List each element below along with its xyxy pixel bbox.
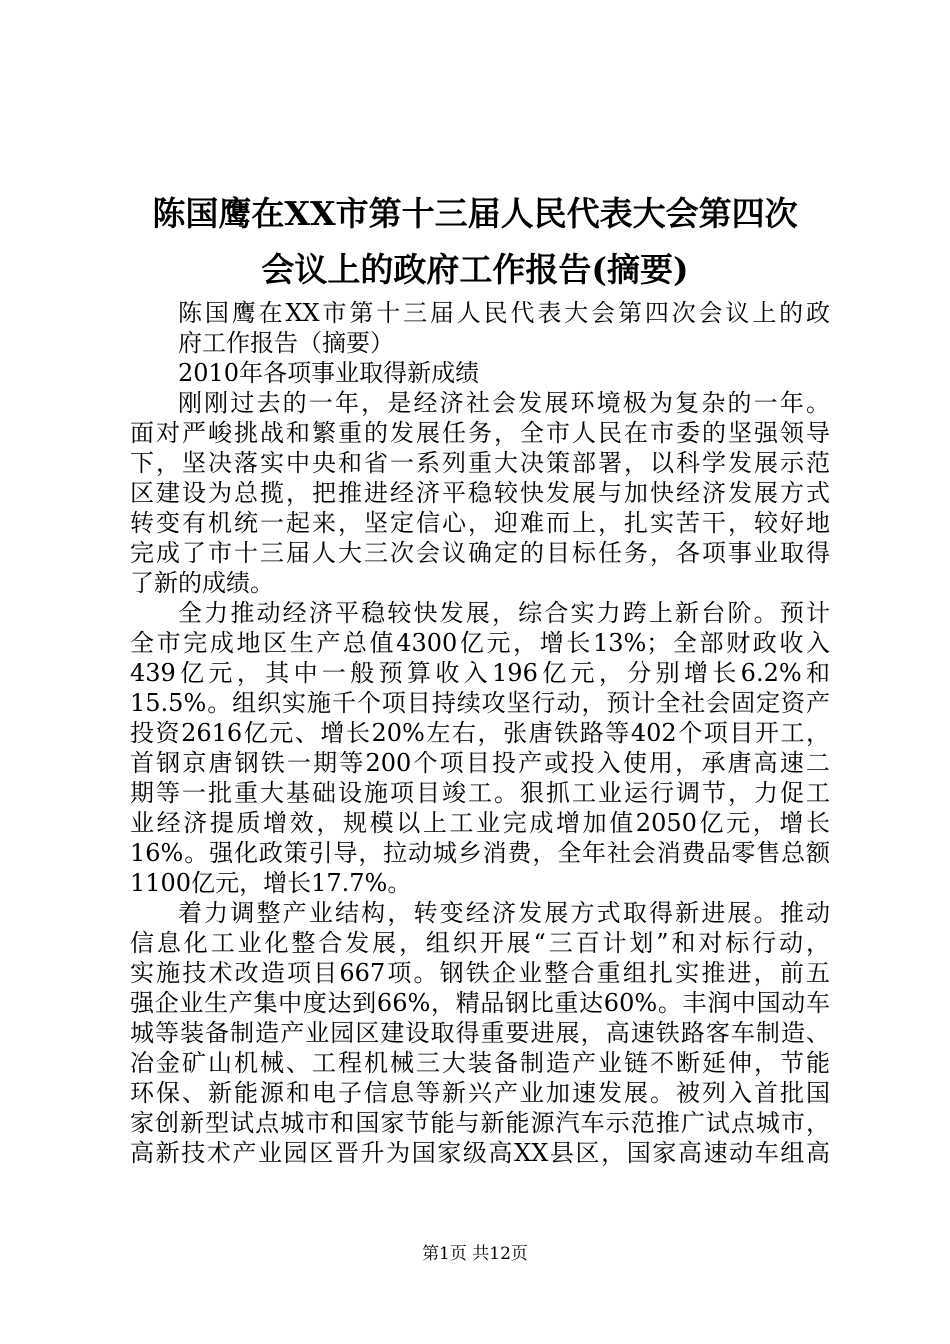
body-line: 高新技术产业园区晋升为国家级高XX县区，国家高速动车组高	[130, 1139, 830, 1167]
body-line: 刚刚过去的一年，是经济社会发展环境极为复杂的一年。	[178, 389, 830, 417]
body-line: 着力调整产业结构，转变经济发展方式取得新进展。推动	[178, 899, 830, 927]
body-line: 家创新型试点城市和国家节能与新能源汽车示范推广试点城市，	[130, 1109, 830, 1137]
body-line: 陈国鹰在XX市第十三届人民代表大会第四次会议上的政	[178, 299, 830, 327]
body-line: 下，坚决落实中央和省一系列重大决策部署，以科学发展示范	[130, 449, 830, 477]
body-line: 府工作报告（摘要）	[178, 329, 394, 357]
body-line: 15.5%。组织实施千个项目持续攻坚行动，预计全社会固定资产	[130, 689, 830, 717]
body-line: 1100亿元，增长17.7%。	[130, 869, 412, 897]
page-footer	[0, 1242, 950, 1266]
body-line: 投资2616亿元、增长20%左右，张唐铁路等402个项目开工，	[130, 719, 830, 747]
body-line: 实施技术改造项目667项。钢铁企业整合重组扎实推进，前五	[130, 959, 830, 987]
body-line: 强企业生产集中度达到66%，精品钢比重达60%。丰润中国动车	[130, 989, 830, 1017]
document-title	[120, 186, 830, 298]
body-line: 期等一批重大基础设施项目竣工。狠抓工业运行调节，力促工	[130, 779, 830, 807]
body-line: 首钢京唐钢铁一期等200个项目投产或投入使用，承唐高速二	[130, 749, 830, 777]
title-line-1: 陈国鹰在XX市第十三届人民代表大会第四次	[152, 194, 798, 233]
body-line: 439亿元，其中一般预算收入196亿元，分别增长6.2%和	[130, 659, 830, 687]
body-line: 区建设为总揽，把推进经济平稳较快发展与加快经济发展方式	[130, 479, 830, 507]
body-line: 面对严峻挑战和繁重的发展任务，全市人民在市委的坚强领导	[130, 419, 830, 447]
body-line: 环保、新能源和电子信息等新兴产业加速发展。被列入首批国	[130, 1079, 830, 1107]
body-line: 完成了市十三届人大三次会议确定的目标任务，各项事业取得	[130, 539, 830, 567]
body-line: 转变有机统一起来，坚定信心，迎难而上，扎实苦干，较好地	[130, 509, 830, 537]
body-line: 冶金矿山机械、工程机械三大装备制造产业链不断延伸，节能	[130, 1049, 830, 1077]
body-line: 信息化工业化整合发展，组织开展“三百计划”和对标行动，	[130, 929, 830, 957]
document-body	[130, 298, 830, 1168]
body-line: 城等装备制造产业园区建设取得重要进展，高速铁路客车制造、	[130, 1019, 830, 1047]
page-number: 第1页 共12页	[422, 1244, 528, 1264]
body-line: 业经济提质增效，规模以上工业完成增加值2050亿元，增长	[130, 809, 830, 837]
body-line: 全力推动经济平稳较快发展，综合实力跨上新台阶。预计	[178, 599, 830, 627]
title-line-2: 会议上的政府工作报告(摘要)	[261, 250, 689, 289]
body-line: 了新的成绩。	[130, 569, 274, 597]
body-line: 16%。强化政策引导，拉动城乡消费，全年社会消费品零售总额	[130, 839, 830, 867]
body-line: 2010年各项事业取得新成绩	[178, 359, 480, 387]
body-line: 全市完成地区生产总值4300亿元，增长13%；全部财政收入	[130, 629, 830, 657]
